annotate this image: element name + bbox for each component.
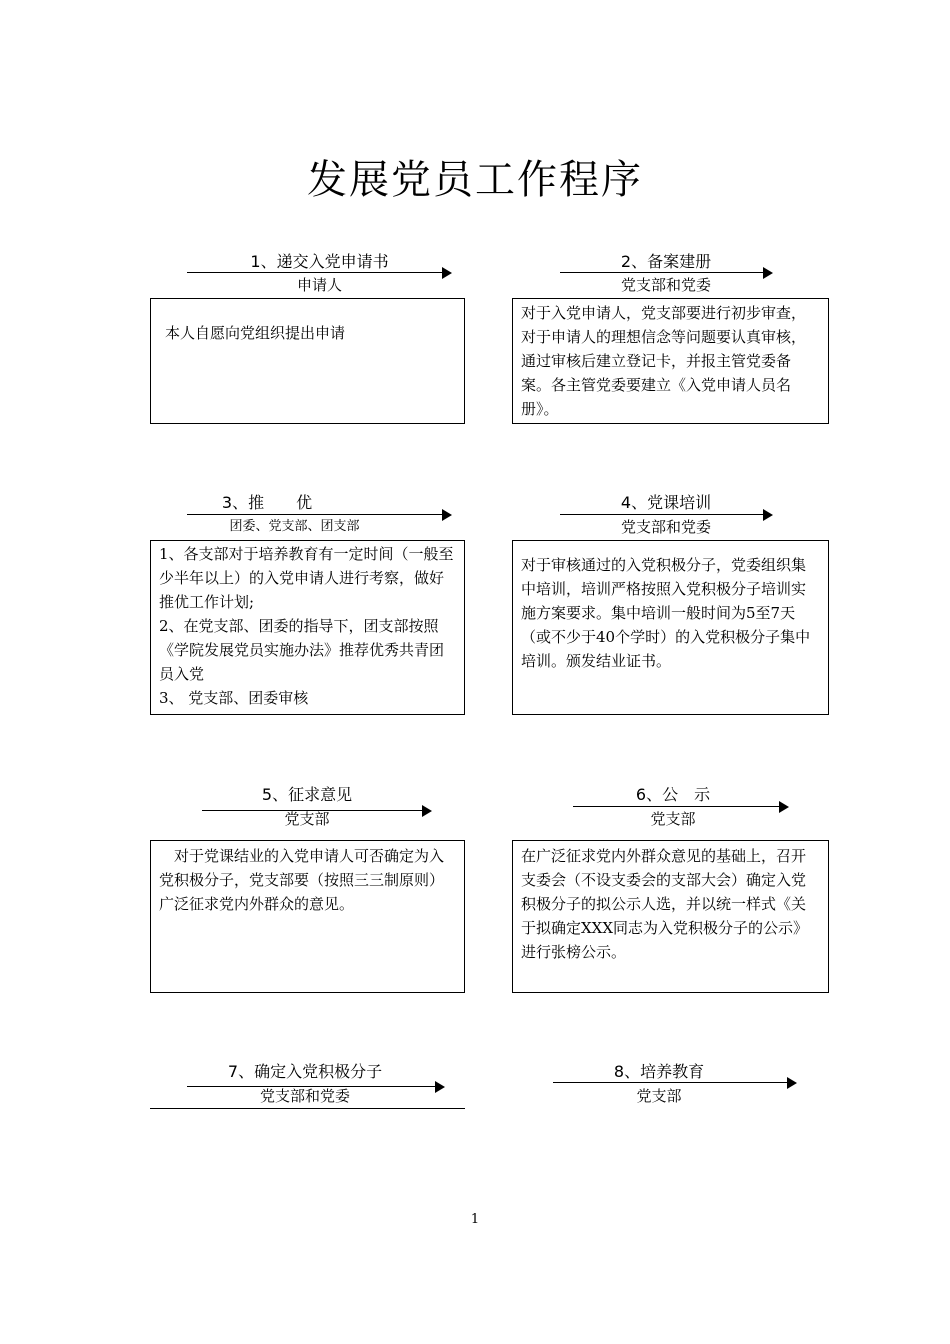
step-1-content: 本人自愿向党组织提出申请 bbox=[165, 324, 346, 342]
step-6-content: 在广泛征求党内外群众意见的基础上，召开支委会（不设支委会的支部大会）确定入党积极分子的拟公示人选，并以统一样式《关于拟确定XXX同志为入党积极分子的公示》进行张榜公示。 bbox=[521, 847, 809, 961]
step-1-responsible: 申请人 bbox=[296, 276, 342, 294]
step-4-box bbox=[512, 540, 829, 715]
step-3-label: 3、推 优 bbox=[221, 493, 313, 512]
step-3-box bbox=[150, 540, 465, 715]
step-7-responsible: 党支部和党委 bbox=[259, 1087, 350, 1105]
step-2-responsible: 党支部和党委 bbox=[620, 276, 711, 294]
step-5-responsible: 党支部 bbox=[284, 810, 330, 828]
step-6-responsible: 党支部 bbox=[650, 810, 696, 828]
step-6-box bbox=[512, 840, 829, 993]
step-2-box bbox=[512, 298, 829, 424]
step-6-label: 6、公 示 bbox=[635, 785, 711, 804]
step-4-responsible: 党支部和党委 bbox=[620, 518, 711, 536]
step-1-label: 1、递交入党申请书 bbox=[250, 252, 389, 271]
page-title: 发展党员工作程序 bbox=[307, 157, 643, 203]
step-3-content: 1、各支部对于培养教育有一定时间（一般至少半年以上）的入党申请人进行考察，做好推优工作计划; 2、在党支部、团委的指导下，团支部按照《学院发展党员实施办法》推荐优秀共青团员入党 3、 党支部、团委审核 bbox=[159, 545, 454, 707]
step-4-content: 对于审核通过的入党积极分子，党委组织集中培训，培训严格按照入党积极分子培训实施方案要求。集中培训一般时间为5至7天（或不少于40个学时）的入党积极分子集中培训。颁发结业证书。 bbox=[521, 556, 811, 670]
step-3-responsible: 团委、党支部、团支部 bbox=[229, 519, 360, 534]
step-1-box bbox=[150, 298, 465, 424]
step-7-underline bbox=[150, 1108, 465, 1109]
page-number: 1 bbox=[470, 1212, 480, 1227]
step-2-label: 2、备案建册 bbox=[620, 252, 712, 271]
step-2-content: 对于入党申请人，党支部要进行初步审查，对于申请人的理想信念等问题要认真审核，通过审核后建立登记卡，并报主管党委备案。各主管党委要建立《入党申请人员名册》。 bbox=[521, 304, 807, 418]
step-8-label: 8、培养教育 bbox=[613, 1062, 705, 1081]
step-5-content: 对于党课结业的入党申请人可否确定为入党积极分子，党支部要（按照三三制原则）广泛征求党内外群众的意见。 bbox=[159, 847, 445, 913]
step-5-label: 5、征求意见 bbox=[261, 785, 353, 804]
step-7-label: 7、确定入党积极分子 bbox=[227, 1062, 383, 1081]
step-4-label: 4、党课培训 bbox=[620, 493, 712, 512]
step-5-box bbox=[150, 840, 465, 993]
step-8-responsible: 党支部 bbox=[636, 1087, 682, 1105]
